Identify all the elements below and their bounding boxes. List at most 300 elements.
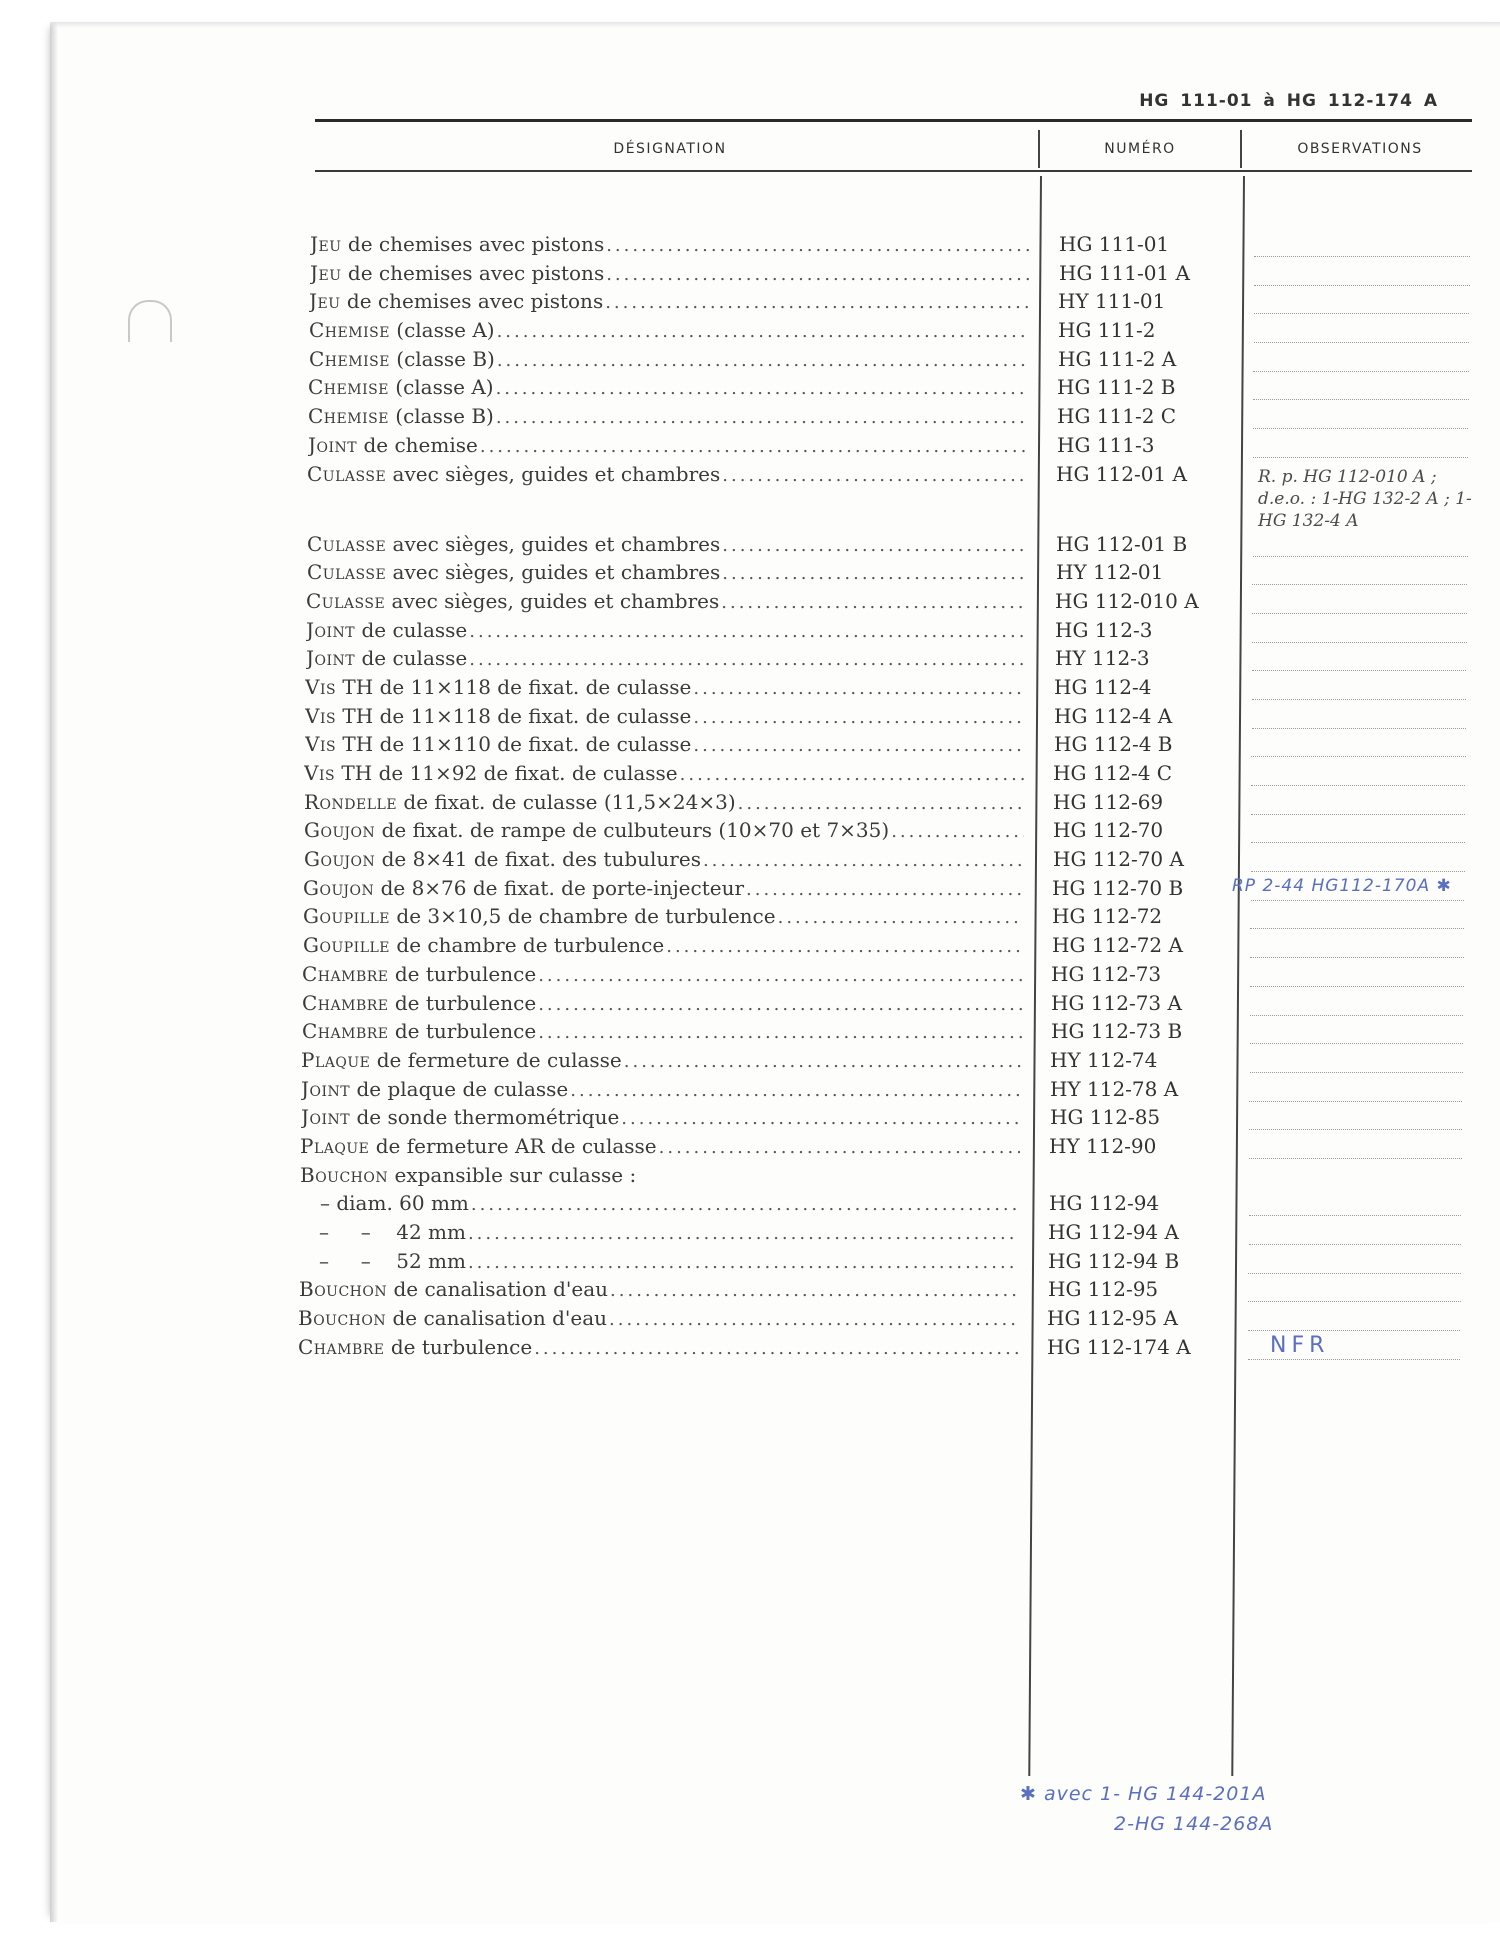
item-number: HG 112-174 A xyxy=(1047,1334,1191,1359)
item-designation xyxy=(303,933,1023,961)
observation-blank-line xyxy=(1251,756,1466,757)
designation-detail: de 3×10,5 de chambre de turbulence xyxy=(390,904,776,929)
designation-detail: de chemises avec pistons xyxy=(341,260,605,285)
item-number: HG 111-2 C xyxy=(1057,404,1177,429)
observation-blank-line xyxy=(1249,1158,1462,1159)
dot-leader xyxy=(721,592,1026,613)
item-designation xyxy=(301,1048,1021,1076)
designation-detail: de chemise xyxy=(357,432,478,457)
designation-keyword: Goupille xyxy=(303,904,391,929)
designation-keyword: Bouchon xyxy=(299,1277,388,1302)
designation-keyword: Bouchon xyxy=(298,1306,387,1331)
item-number: HG 112-73 xyxy=(1051,961,1162,986)
designation-detail: avec sièges, guides et chambres xyxy=(385,588,720,613)
item-designation xyxy=(319,1220,1019,1248)
designation-text xyxy=(310,261,604,285)
item-designation xyxy=(308,404,1028,432)
designation-detail: – – 52 mm xyxy=(319,1248,466,1273)
designation-text xyxy=(306,646,467,670)
observation-blank-line xyxy=(1250,957,1464,958)
dot-leader xyxy=(570,1080,1021,1101)
designation-text xyxy=(298,1335,532,1359)
item-number: HG 111-2 xyxy=(1058,318,1156,343)
item-designation xyxy=(300,1134,1020,1162)
observation-blank-line xyxy=(1250,1043,1463,1044)
designation-keyword: Jeu xyxy=(310,232,342,256)
dot-leader xyxy=(538,994,1022,1015)
designation-text xyxy=(303,933,664,957)
designation-keyword: Culasse xyxy=(306,588,386,613)
designation-keyword: Rondelle xyxy=(304,789,398,814)
designation-detail: TH de 11×118 de fixat. de culasse xyxy=(336,703,692,728)
item-number: HG 112-72 xyxy=(1052,904,1163,929)
page-reference: HG 111-01 à HG 112-174 A xyxy=(1139,91,1438,111)
designation-detail: de chemises avec pistons xyxy=(340,289,604,314)
designation-keyword: Goujon xyxy=(303,875,375,900)
list-item xyxy=(0,232,1500,261)
list-item xyxy=(0,375,1500,404)
designation-text xyxy=(319,1220,466,1244)
designation-text xyxy=(308,375,494,399)
item-number: HG 112-70 A xyxy=(1053,847,1184,872)
observation-blank-line xyxy=(1253,556,1468,557)
list-item xyxy=(0,847,1500,876)
dot-leader xyxy=(606,235,1030,256)
designation-detail: TH de 11×110 de fixat. de culasse xyxy=(336,732,692,757)
designation-text xyxy=(302,991,536,1015)
designation-text xyxy=(309,289,603,313)
item-number: HG 112-01 A xyxy=(1056,461,1187,486)
item-number: HG 111-3 xyxy=(1057,432,1155,457)
designation-text xyxy=(306,618,467,642)
designation-detail: avec sièges, guides et chambres xyxy=(386,461,721,486)
designation-detail: TH de 11×118 de fixat. de culasse xyxy=(336,674,692,699)
designation-detail: de turbulence xyxy=(388,961,537,986)
item-designation xyxy=(307,560,1027,588)
designation-text xyxy=(302,962,536,986)
list-item xyxy=(0,1249,1500,1278)
footnote-line-2: 2-HG 144-268A xyxy=(1114,1813,1274,1835)
designation-text xyxy=(309,347,495,371)
designation-keyword: Vis xyxy=(304,761,336,785)
designation-detail: de chambre de turbulence xyxy=(390,933,665,958)
observation-blank-line xyxy=(1251,814,1465,815)
designation-text xyxy=(306,589,719,613)
item-designation xyxy=(320,1191,1020,1219)
item-designation xyxy=(300,1163,1020,1191)
designation-keyword: Joint xyxy=(308,432,358,457)
designation-text xyxy=(305,704,691,728)
list-item xyxy=(0,761,1500,790)
observation-blank-line xyxy=(1254,313,1469,314)
dot-leader xyxy=(471,1194,1020,1215)
designation-keyword: Chemise xyxy=(308,404,389,429)
footnote-line-1: ✱ avec 1- HG 144-201A xyxy=(1020,1783,1267,1805)
dot-leader xyxy=(606,264,1030,285)
list-item xyxy=(0,904,1500,933)
designation-detail: de culasse xyxy=(355,617,468,642)
list-item xyxy=(0,962,1500,991)
designation-detail: de fermeture de culasse xyxy=(370,1047,622,1072)
observation-blank-line xyxy=(1248,1330,1460,1331)
observation-blank-line xyxy=(1249,1244,1461,1245)
item-number: HG 112-94 xyxy=(1049,1191,1160,1216)
designation-keyword: Joint xyxy=(301,1105,351,1130)
parts-list xyxy=(0,232,1500,1363)
dot-leader xyxy=(891,821,1024,842)
designation-text xyxy=(302,1019,536,1043)
observation-blank-line xyxy=(1250,1015,1463,1016)
list-item xyxy=(0,1163,1500,1192)
item-designation xyxy=(309,289,1029,317)
designation-text xyxy=(304,818,889,842)
dot-leader xyxy=(621,1108,1021,1129)
designation-text xyxy=(309,318,495,342)
item-number: HG 111-01 xyxy=(1059,232,1170,256)
dot-leader xyxy=(693,678,1025,699)
item-number: HY 112-90 xyxy=(1049,1133,1157,1158)
item-designation xyxy=(305,704,1025,732)
list-item xyxy=(0,1306,1500,1335)
dot-leader xyxy=(722,563,1027,584)
item-number: HG 112-94 A xyxy=(1048,1220,1179,1244)
observation-blank-line xyxy=(1249,1129,1462,1130)
designation-text xyxy=(319,1249,466,1273)
header-divider-1 xyxy=(1038,130,1040,168)
designation-keyword: Culasse xyxy=(307,531,387,556)
dot-leader xyxy=(659,1137,1020,1158)
dot-leader xyxy=(605,292,1029,313)
dot-leader xyxy=(680,764,1024,785)
designation-detail: de 8×76 de fixat. de porte-injecteur xyxy=(374,875,745,900)
designation-detail: de fixat. de rampe de culbuteurs (10×70 et 7×35) xyxy=(375,818,890,843)
dot-leader xyxy=(609,1309,1018,1330)
dot-leader xyxy=(778,907,1023,928)
observation-blank-line xyxy=(1254,285,1470,286)
list-item xyxy=(0,646,1500,675)
item-designation xyxy=(301,1077,1021,1105)
list-item xyxy=(0,675,1500,704)
item-designation xyxy=(303,904,1023,932)
designation-detail: de turbulence xyxy=(388,990,537,1015)
header-bottom-rule xyxy=(315,170,1472,172)
designation-text xyxy=(307,560,720,584)
observation-blank-line xyxy=(1250,928,1464,929)
dot-leader xyxy=(534,1338,1018,1359)
handwritten-annotation: RP 2-44 HG112-170A ✱ xyxy=(1232,875,1452,896)
list-item xyxy=(0,1332,1500,1364)
list-item xyxy=(0,618,1500,647)
list-item xyxy=(0,462,1500,532)
item-designation xyxy=(302,991,1022,1019)
item-designation xyxy=(309,347,1029,375)
dot-leader xyxy=(538,965,1022,986)
item-number: HG 111-2 A xyxy=(1058,346,1177,371)
list-item xyxy=(0,532,1500,561)
item-number: HY 111-01 xyxy=(1058,289,1166,314)
list-item xyxy=(0,732,1500,761)
designation-keyword: Bouchon xyxy=(300,1162,389,1187)
observation-blank-line xyxy=(1250,986,1464,987)
list-item xyxy=(0,1019,1500,1048)
designation-keyword: Vis xyxy=(305,674,337,699)
designation-text xyxy=(307,532,720,556)
designation-text xyxy=(307,462,720,486)
observation-blank-line xyxy=(1252,642,1467,643)
column-header-observations: OBSERVATIONS xyxy=(1297,141,1423,157)
list-item xyxy=(0,790,1500,819)
item-number: HY 112-3 xyxy=(1055,646,1150,671)
item-number: HG 112-010 A xyxy=(1055,588,1199,613)
list-item xyxy=(0,261,1500,290)
designation-text xyxy=(299,1277,608,1301)
designation-detail: de canalisation d'eau xyxy=(386,1306,608,1331)
item-number: HG 112-95 xyxy=(1048,1277,1159,1302)
list-item xyxy=(0,991,1500,1020)
observation-blank-line xyxy=(1253,399,1469,400)
list-item xyxy=(0,933,1500,962)
designation-detail: (classe B) xyxy=(389,346,495,371)
item-designation xyxy=(304,761,1024,789)
page-top-shadow xyxy=(50,22,1500,28)
item-designation xyxy=(309,318,1029,346)
designation-detail: – – 42 mm xyxy=(319,1220,466,1244)
list-item xyxy=(0,1105,1500,1134)
item-number: HG 112-01 B xyxy=(1056,531,1188,556)
item-designation xyxy=(308,433,1028,461)
item-designation xyxy=(301,1105,1021,1133)
designation-keyword: Goupille xyxy=(303,933,391,958)
designation-detail: avec sièges, guides et chambres xyxy=(386,531,721,556)
designation-detail: de fermeture AR de culasse xyxy=(369,1133,657,1158)
designation-text xyxy=(308,404,494,428)
designation-detail: (classe B) xyxy=(388,404,494,429)
item-designation xyxy=(306,618,1026,646)
observation-blank-line xyxy=(1254,342,1469,343)
list-item xyxy=(0,876,1500,905)
designation-text xyxy=(298,1306,607,1330)
designation-text xyxy=(301,1048,622,1072)
dot-leader xyxy=(469,621,1026,642)
item-number: HG 112-4 A xyxy=(1054,703,1173,728)
designation-detail: de 8×41 de fixat. des tubulures xyxy=(375,847,701,872)
designation-detail: avec sièges, guides et chambres xyxy=(386,560,721,585)
item-number: HG 112-3 xyxy=(1055,617,1153,642)
designation-text xyxy=(305,675,691,699)
designation-keyword: Joint xyxy=(306,646,356,671)
column-header-designation: DÉSIGNATION xyxy=(613,141,727,157)
designation-text xyxy=(308,433,478,457)
designation-detail: de turbulence xyxy=(384,1334,533,1359)
designation-keyword: Chemise xyxy=(309,346,390,371)
observation-blank-line xyxy=(1248,1273,1461,1274)
item-designation xyxy=(304,790,1024,818)
designation-detail: TH de 11×92 de fixat. de culasse xyxy=(335,761,678,785)
dot-leader xyxy=(496,378,1028,399)
designation-keyword: Goujon xyxy=(304,818,376,843)
designation-keyword: Joint xyxy=(306,617,356,642)
designation-detail: de chemises avec pistons xyxy=(341,232,605,256)
designation-detail: de turbulence xyxy=(388,1019,537,1044)
item-number: HG 112-4 xyxy=(1054,674,1152,699)
designation-text xyxy=(301,1077,568,1101)
designation-detail: de culasse xyxy=(355,646,468,671)
column-header-numero: NUMÉRO xyxy=(1104,141,1176,157)
observation-blank-line xyxy=(1252,670,1466,671)
designation-keyword: Plaque xyxy=(301,1047,371,1072)
designation-keyword: Vis xyxy=(305,703,337,728)
designation-detail: – diam. 60 mm xyxy=(320,1191,469,1216)
item-number: HG 112-70 xyxy=(1053,818,1164,843)
item-number: HG 112-70 B xyxy=(1052,875,1184,900)
designation-text xyxy=(304,761,678,785)
header-divider-2 xyxy=(1240,130,1242,168)
observation-blank-line xyxy=(1249,1215,1461,1216)
dot-leader xyxy=(693,707,1025,728)
list-item xyxy=(0,1077,1500,1106)
list-item xyxy=(0,1048,1500,1077)
designation-detail: de fixat. de culasse (11,5×24×3) xyxy=(397,789,736,814)
designation-text xyxy=(320,1191,469,1215)
dot-leader xyxy=(624,1051,1021,1072)
item-designation xyxy=(302,962,1022,990)
handwritten-footnote xyxy=(1020,1783,1274,1835)
item-designation xyxy=(299,1277,1019,1305)
item-number: HG 111-01 A xyxy=(1059,260,1190,285)
item-number: HY 112-01 xyxy=(1056,560,1164,585)
item-designation xyxy=(306,646,1026,674)
observation-blank-line xyxy=(1253,371,1469,372)
designation-keyword: Goujon xyxy=(304,847,376,872)
observation-blank-line xyxy=(1249,1101,1462,1102)
item-observation: R. p. HG 112-010 A ; d.e.o. : 1-HG 132-2 A ; 1-HG 132-4 A xyxy=(1258,466,1472,531)
item-designation xyxy=(304,818,1024,846)
designation-keyword: Culasse xyxy=(307,461,387,486)
observation-blank-line xyxy=(1248,1301,1461,1302)
observation-blank-line xyxy=(1251,871,1465,872)
dot-leader xyxy=(610,1280,1019,1301)
item-designation xyxy=(303,876,1023,904)
list-item xyxy=(0,433,1500,462)
item-number: HG 112-73 A xyxy=(1051,990,1182,1015)
item-designation xyxy=(305,675,1025,703)
dot-leader xyxy=(693,735,1025,756)
list-item xyxy=(0,560,1500,589)
designation-text xyxy=(303,876,744,900)
item-designation xyxy=(310,261,1030,289)
dot-leader xyxy=(746,879,1023,900)
item-number: HY 112-78 A xyxy=(1050,1076,1179,1101)
designation-text xyxy=(304,847,701,871)
observation-blank-line xyxy=(1254,256,1470,257)
item-designation xyxy=(298,1335,1018,1363)
dot-leader xyxy=(497,350,1029,371)
list-item xyxy=(0,1191,1500,1220)
dot-leader xyxy=(496,407,1028,428)
designation-text xyxy=(300,1163,636,1187)
item-designation xyxy=(308,375,1028,403)
dot-leader xyxy=(738,793,1024,814)
dot-leader xyxy=(497,321,1029,342)
item-designation xyxy=(304,847,1024,875)
list-item xyxy=(0,589,1500,618)
designation-keyword: Chemise xyxy=(308,375,389,400)
designation-keyword: Culasse xyxy=(307,560,387,585)
handwritten-annotation: NFR xyxy=(1270,1332,1330,1358)
designation-detail: expansible sur culasse : xyxy=(388,1162,637,1187)
observation-blank-line xyxy=(1252,728,1466,729)
designation-text xyxy=(305,732,691,756)
observation-blank-line xyxy=(1251,785,1465,786)
dot-leader xyxy=(468,1223,1019,1244)
designation-keyword: Chambre xyxy=(298,1334,385,1359)
item-designation xyxy=(305,732,1025,760)
list-item xyxy=(0,404,1500,433)
dot-leader xyxy=(703,850,1024,871)
dot-leader xyxy=(468,1252,1019,1273)
observation-blank-line xyxy=(1251,842,1465,843)
designation-detail: de sonde thermométrique xyxy=(350,1105,620,1130)
designation-detail: de plaque de culasse xyxy=(350,1076,569,1101)
item-designation xyxy=(302,1019,1022,1047)
designation-detail: (classe A) xyxy=(388,375,494,400)
designation-keyword: Jeu xyxy=(310,260,342,285)
list-item xyxy=(0,1134,1500,1163)
observation-blank-line xyxy=(1253,428,1468,429)
item-number: HG 112-85 xyxy=(1050,1105,1161,1130)
item-number: HY 112-74 xyxy=(1050,1047,1158,1072)
dot-leader xyxy=(480,436,1028,457)
item-designation xyxy=(310,232,1030,260)
designation-detail: (classe A) xyxy=(389,318,495,343)
item-number: HG 112-4 C xyxy=(1053,761,1173,785)
designation-text xyxy=(301,1105,619,1129)
item-number: HG 112-72 A xyxy=(1052,933,1183,958)
list-item xyxy=(0,289,1500,318)
list-item xyxy=(0,318,1500,347)
dot-leader xyxy=(722,465,1027,486)
dot-leader xyxy=(538,1022,1022,1043)
list-item xyxy=(0,1220,1500,1249)
designation-keyword: Jeu xyxy=(309,289,341,314)
list-item xyxy=(0,1277,1500,1306)
list-item xyxy=(0,704,1500,733)
observation-blank-line xyxy=(1250,1072,1463,1073)
designation-keyword: Chambre xyxy=(302,1019,389,1044)
designation-text xyxy=(304,790,736,814)
observation-blank-line xyxy=(1252,613,1467,614)
observation-blank-line xyxy=(1248,1359,1460,1360)
item-designation xyxy=(298,1306,1018,1334)
dot-leader xyxy=(666,936,1023,957)
designation-keyword: Vis xyxy=(305,732,337,757)
designation-keyword: Chemise xyxy=(309,318,390,343)
designation-keyword: Plaque xyxy=(300,1133,370,1158)
observation-blank-line xyxy=(1251,900,1464,901)
designation-keyword: Chambre xyxy=(302,961,389,986)
observation-blank-line xyxy=(1252,584,1467,585)
designation-keyword: Joint xyxy=(301,1076,351,1101)
item-number: HG 112-95 A xyxy=(1047,1306,1178,1331)
designation-text xyxy=(310,232,604,256)
dot-leader xyxy=(722,535,1027,556)
item-number: HG 112-94 B xyxy=(1048,1248,1180,1273)
designation-text xyxy=(300,1134,657,1158)
observation-blank-line xyxy=(1253,457,1468,458)
item-designation xyxy=(307,462,1027,490)
item-number: HG 112-73 B xyxy=(1051,1019,1183,1044)
list-item xyxy=(0,818,1500,847)
